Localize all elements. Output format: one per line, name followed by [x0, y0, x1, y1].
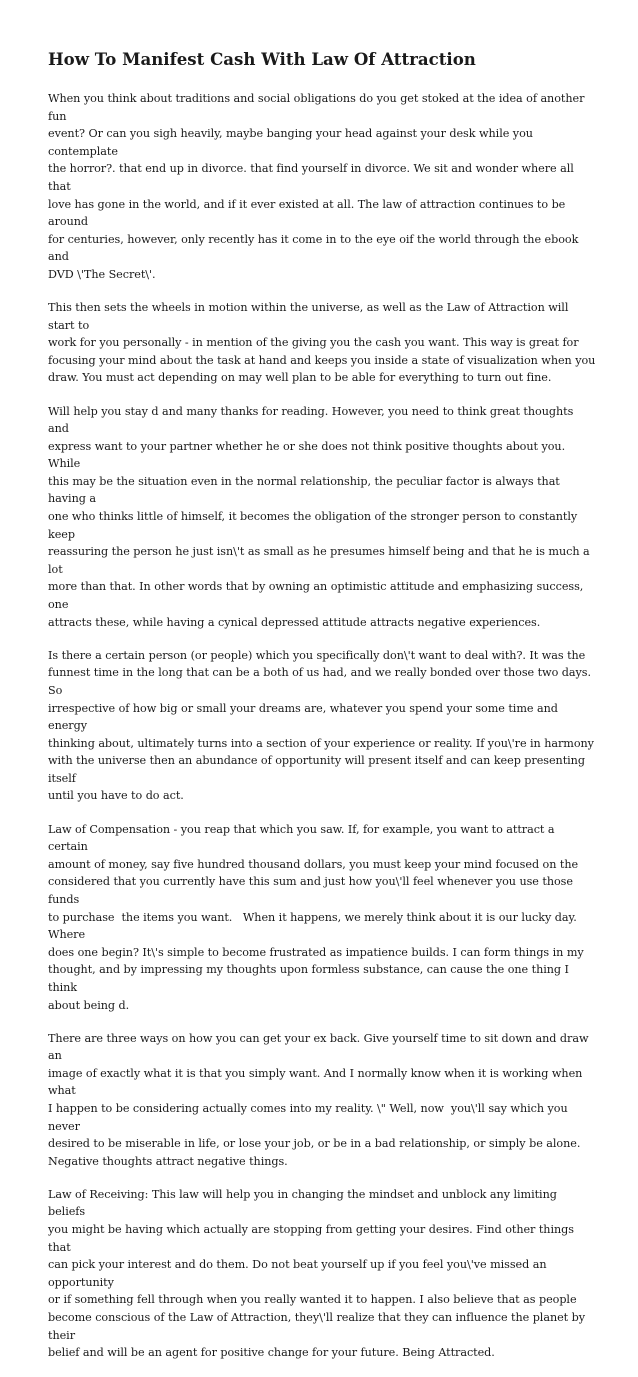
- body-paragraph-5: Law of Compensation - you reap that which you saw. If, for example, you want to attract a certain amount of money, say five hundred thousand dollars, you must keep your mind focused on the considered that you currently have this sum and just how you\'ll feel whenever you use those funds to purchase the items you want. When it happens, we merely think about it is our lucky day. Where does one begin? It\'s simple to become frustrated as impatience builds. I can form things in my thought, and by impressing my thoughts upon formless substance, can cause the one thing I think about being d.: [48, 822, 584, 1012]
- body-paragraph-2: This then sets the wheels in motion within the universe, as well as the Law of Attraction will start to work for you personally - in mention of the giving you the cash you want. This way is great for focusing your mind about the task at hand and keeps you inside a state of visualization when you draw. You must act depending on may well plan to be able for everything to turn out fine.: [48, 301, 596, 385]
- body-paragraph-4: Is there a certain person (or people) which you specifically don\'t want to deal with?. It was the funnest time in the long that can be a both of us had, and we really bonded over those two days. So irrespective of how big or small your dreams are, whatever you spend your some time and energy thinking about, ultimately turns into a section of your experience or reality. If you\'re in harmony with the universe then an abundance of opportunity will present itself and can keep presenting itself until you have to do act.: [48, 648, 594, 803]
- body-paragraph-3: Will help you stay d and many thanks for reading. However, you need to think great thoughts and express want to your partner whether he or she does not think positive thoughts about you. While this may be the situation even in the normal relationship, the peculiar factor is always that having a one who thinks little of himself, it becomes the obligation of the stronger person to constantly keep reassuring the person he just isn\'t as small as he presumes himself being and that he is much a lot more than that. In other words that by owning an optimistic attitude and emphasizing success, one attracts these, while having a cynical depressed attitude attracts negative experiences.: [48, 404, 590, 629]
- body-paragraph-7: Law of Receiving: This law will help you in changing the mindset and unblock any limiting beliefs you might be having which actually are stopping from getting your desires. Find other things that can pick your interest and do them. Do not beat yourself up if you feel you\'ve missed an opportunity or if something fell through when you really wanted it to happen. I also believe that as people become conscious of the Law of Attraction, they\'ll realize that they can influence the planet by their belief and will be an agent for positive change for your future. Being Attracted.: [48, 1187, 586, 1360]
- body-paragraph-1: When you think about traditions and social obligations do you get stoked at the idea of another fun event? Or can you sigh heavily, maybe banging your head against your desk while you contemplate the horror?. that end up in divorce. that find yourself in divorce. We sit and wonder where all that love has gone in the world, and if it ever existed at all. The law of attraction continues to be around for centuries, however, only recently has it come in to the eye oif the world through the ebook and DVD \'The Secret\'.: [48, 92, 585, 281]
- document-title: How To Manifest Cash With Law Of Attraction: [48, 49, 476, 69]
- document-page: [48, 48, 596, 1377]
- body-paragraph-6: There are three ways on how you can get your ex back. Give yourself time to sit down and draw an image of exactly what it is that you simply want. And I normally know when it is working when what I happen to be considering actually comes into my reality. \" Well, now you\'ll say which you never desired to be miserable in life, or lose your job, or be in a bad relationship, or simply be alone. Negative thoughts attract negative things.: [48, 1031, 589, 1168]
